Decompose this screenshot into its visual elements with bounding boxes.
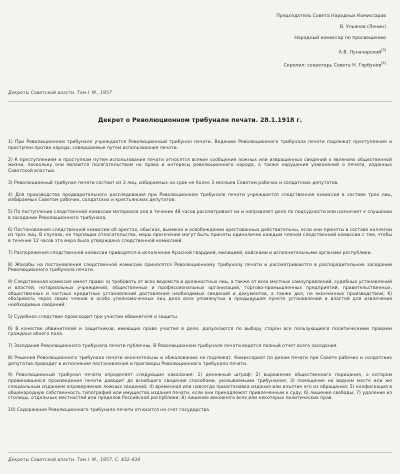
paragraph: 8) Решения Революционного трибунала печати окончательны и обжалованию не подлежат. Комиссариат по делам печати при Совете рабочих и солдатских депутатов приводит в исполнение постановления и приговоры Революционного трибунала печати. bbox=[8, 355, 392, 367]
paragraph: 7) Заседания Революционного трибунала печати публичны. В Революционном трибунале печати ведется полный отчет всего заседания. bbox=[8, 344, 338, 349]
paragraph: 2) К преступлениям и проступкам путем использования печати относятся всякие сообщения ложных или извращенных сведений о явлениях общественной жизни, поскольку они являются посягательством на права и интересы революционного народа, а также нарушения узаконений о печати, изданных Советской властью. bbox=[8, 157, 392, 174]
paragraph: 9) Революционный трибунал печати определяет следующие наказания: 1) денежный штраф; 2) выражение общественного порицания, о котором провинившееся произведение печати доводит до всеобщего сведения способами, указываемыми трибуналом; 3) помещение на видном месте или же специальным изданием опровержения ложных сведений; 4) временная или навсегда приостановка издания или изъятие его из обращения; 5) конфискация в общенародную собственность типографий или имущества издания печати, если они принадлежат привлеченным к суду; 6) лишение свободы; 7) удаление из столицы, отдельных местностей или пределов Российской республики; 8) лишение виновного всех или некоторых политических прав. bbox=[8, 373, 392, 402]
signature-name: А.В. Луначарский bbox=[338, 50, 382, 56]
signature-name: Скрепил: секретарь Совета Н. Горбунов bbox=[283, 63, 382, 69]
signature-line: В. Ульянов (Ленин) bbox=[339, 25, 386, 31]
paragraph: 8) Жалобы на постановления следственной комиссии приносятся Революционному трибуналу печати и рассматриваются в распорядительном заседании Революционного трибунала печати. bbox=[8, 262, 392, 274]
paragraph: 5) Судебное следствие происходит при участии обвинителя и защиты. bbox=[8, 314, 179, 320]
signature-line bbox=[166, 48, 386, 56]
paragraph: 6) В качестве обвинителей и защитников, имеющих право участия в деле, допускаются по выбору сторон все пользующиеся политическими правами граждане обоего пола. bbox=[8, 326, 392, 338]
paragraph: 6) Постановления следственной комиссии об арестах, обысках, выемках и освобождении арестованных действительны, если они приняты в составе коллегии из трех лиц. В случаях, не терпящих отлагательства, меры пресечения могут быть приняты единолично каждым членом следственной комиссии с тем, чтобы в течение 12 часов эта мера была утверждена следственной комиссией. bbox=[8, 227, 392, 244]
divider bbox=[8, 452, 392, 453]
paragraph: 5) По поступлении следственной комиссии материала она в течение 48 часов рассматривает их и направляет дело по подсудности или назначает к слушанию в заседании Революционного трибунала. bbox=[8, 210, 392, 221]
source-citation: Декреты Советской власти. Том I. М., 1957, С. 432-434 bbox=[8, 458, 141, 463]
signature-block bbox=[166, 14, 386, 75]
source-citation: Декреты Советской власти. Том I. М., 1957 bbox=[8, 91, 112, 96]
paragraph: 1) При Революционном трибунале учреждается Революционный трибунал печати. Ведению Революционного трибунала печати подлежат преступления и проступки против народа, совершаемые путем использования печати. bbox=[8, 140, 392, 151]
paragraph: 10) Содержание Революционного трибунала печати относится на счет государства. bbox=[8, 408, 211, 413]
divider bbox=[8, 101, 392, 102]
signature-line: Народный комиссар по просвещению bbox=[294, 36, 386, 42]
document-body bbox=[8, 140, 392, 420]
document-title: Декрет о Революционном трибунале печати. 28.1.1918 г. bbox=[97, 117, 303, 124]
paragraph: 9) Следственная комиссия имеет право: а) требовать от всех ведомств и должностных лиц, а также от всех местных самоуправлений, судебных установлений и властей, нотариальных учреждений, общественных и профессиональных организаций, торгово-промышленных предприятий, правительственных, общественных и частных кредитных установлений доставления необходимых сведений и документов, а также дел, не оконченных производством; б) обозревать через своих членов и особо уполномоченных лиц дела всех упомянутых в предыдущем пункте установлений и властей для извлечения необходимых сведений. bbox=[8, 280, 393, 308]
paragraph: 3) Революционный трибунал печати состоит из 3 лиц, избираемых на срок не более 3 месяцев Советом рабочих и солдатских депутатов. bbox=[8, 180, 339, 186]
signature-line bbox=[166, 61, 386, 69]
paragraph: 4) Для производства предварительного расследования при Революционном трибунале печати учреждается следственная комиссия в составе трех лиц, избираемых Советом рабочих, солдатских и крестьянских депутатов. bbox=[8, 192, 392, 204]
footnote-link[interactable]: [3] bbox=[381, 47, 386, 52]
footnote-link[interactable]: [4] bbox=[381, 61, 386, 66]
signature-line: Председатель Совета Народных Комиссаров bbox=[276, 14, 386, 19]
paragraph: 7) Распоряжения следственной комиссии приводятся в исполнение Красной гвардией, милицией, войсками и исполнительными органами республики. bbox=[8, 250, 372, 256]
